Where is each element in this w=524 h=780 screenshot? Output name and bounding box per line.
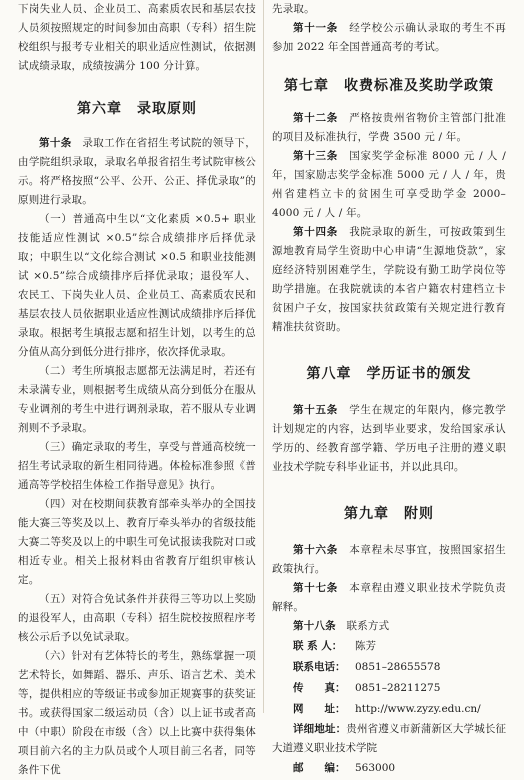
continued-text: 先录取。 [272,3,315,15]
article-11-text: 经学校公示确认录取的考生不再参加 2022 年全国普通高考的考试。 [272,22,506,53]
contact-website[interactable]: 网 址： http://www.zyzy.edu.cn/ [293,703,481,715]
article-17-label: 第十七条 [293,582,338,594]
rule-item-5: （五）对符合免试条件并获得三等功以上奖励的退役军人，由高职（专科）招生院校按照程序考核公示后予以免试录取。 [18,593,256,643]
article-16-label: 第十六条 [293,544,338,556]
rule-item-6: （六）针对有艺体特长的考生，熟练掌握一项艺术特长，如舞蹈、器乐、声乐、语言艺术、美术等，提供相应的等级证书或参加正规赛事的获奖证书。或获得国家二级运动员（含）以上证书或者高中（中职）阶段在市级（含）以上比赛中获得集体项目前六名的主力队员或个人项目前三名者，同等条件下优 [18,650,256,776]
article-12-text: 严格按贵州省物价主管部门批准的项目及标准执行，学费 3500 元 / 年。 [272,112,506,143]
rule-item-3: （三）确定录取的考生，享受与普通高校统一招生考试录取的新生相同待遇。体检标准参照《普通高等学校招生体检工作指导意见》执行。 [18,441,256,491]
article-12-label: 第十二条 [293,112,338,124]
article-18-text: 联系方式 [335,620,390,632]
chapter-8-title: 第八章 学历证书的颁发 [306,366,472,382]
rule-item-1: （一）普通高中生以“文化素质 ×0.5+ 职业技能适应性测试 ×0.5”综合成绩排序后择优录取；中职生以“文化综合测试 ×0.5 和职业技能测试 ×0.5”综合成绩排序后择优录取；退役军人、农民工、下岗失业人员、企业员工、高素质农民和基层农技人员依据职业适应性测试成绩排序后择优录取。根据考生填报志愿和招生计划，以考生的总分值从高分到低分进行排序，依次择优录取。 [18,213,256,358]
column-divider [263,0,264,713]
article-16 [272,541,506,579]
contact-fax: 传 真： 0851–28211275 [293,682,441,694]
right-column [272,0,506,779]
article-10 [18,134,256,210]
contact-person: 联 系 人： 陈芳 [293,640,376,652]
article-14-text: 我院录取的新生，可按政策到生源地教育局学生资助中心申请“生源地贷款”，家庭经济特别困难学生，学院设有勤工助学岗位等助学措施。在我院就读的本省户籍农村建档立卡贫困户子女，按国家扶贫政策有关规定进行教育精准扶贫资助。 [272,226,506,333]
rule-item-4: （四）对在校期间获教育部牵头举办的全国技能大赛三等奖及以上、教育厅牵头举办的省级技能大赛二等奖及以上的中职生可免试报读我院对口或相近专业。相关上报材料由省教育厅组织审核认定。 [18,498,256,586]
left-column [18,0,256,780]
contact-address: 详细地址：贵州省遵义市新蒲新区大学城长征大道遵义职业技术学院 [272,723,507,754]
article-15-label: 第十五条 [293,404,338,416]
article-10-label: 第十条 [39,137,72,149]
chapter-9-title: 第九章 附则 [344,506,434,522]
rule-item-2: （二）考生所填报志愿都无法满足时，若还有未录满专业，则根据考生成绩从高分到低分在服从专业调剂的考生中进行调剂录取，若不服从专业调剂则不予录取。 [18,365,256,434]
article-18-label: 第十八条 [293,620,336,632]
contact-list [272,636,506,779]
contact-phone: 联系电话： 0851–28655578 [293,661,441,673]
article-14 [272,223,506,337]
article-13 [272,147,506,223]
contact-postcode: 邮 编： 563000 [293,762,396,774]
chapter-6-title: 第六章 录取原则 [77,101,197,117]
article-10-text: 录取工作在省招生考试院的领导下，由学院组织录取，录取名单报省招生考试院审核公示。将严格按照“公平、公开、公正、择优录取”的原则进行录取。 [18,137,256,206]
article-16-text: 本章程未尽事宜，按照国家招生政策执行。 [272,544,506,575]
article-13-label: 第十三条 [293,150,339,162]
article-12 [272,109,506,147]
article-11 [272,19,506,57]
article-15-text: 学生在规定的年限内，修完教学计划规定的内容，达到毕业要求，发给国家承认学历的、经教育部学籍、学历电子注册的遵义职业技术学院专科毕业证书，并以此具印。 [272,404,506,473]
article-17 [272,579,506,617]
article-11-label: 第十一条 [293,22,338,34]
article-13-text: 国家奖学金标准 8000 元 / 人 / 年，国家励志奖学金标准 5000 元 / 人 / 年，贵州省建档立卡的贫困生可享受助学金 2000–4000 元 / 人 / 年。 [272,150,506,219]
article-14-label: 第十四条 [293,226,338,238]
article-18 [272,617,506,636]
chapter-7-title: 第七章 收费标准及奖助学政策 [284,78,494,94]
article-17-text: 本章程由遵义职业技术学院负责解释。 [272,582,506,613]
intro-paragraph: 下岗失业人员、企业员工、高素质农民和基层农技人员须按照规定的时间参加由高职（专科）招生院校组织与报考专业相关的职业适应性测试，依据测试成绩录取，成绩按满分 100 分计算。 [18,3,256,72]
article-15 [272,401,506,477]
